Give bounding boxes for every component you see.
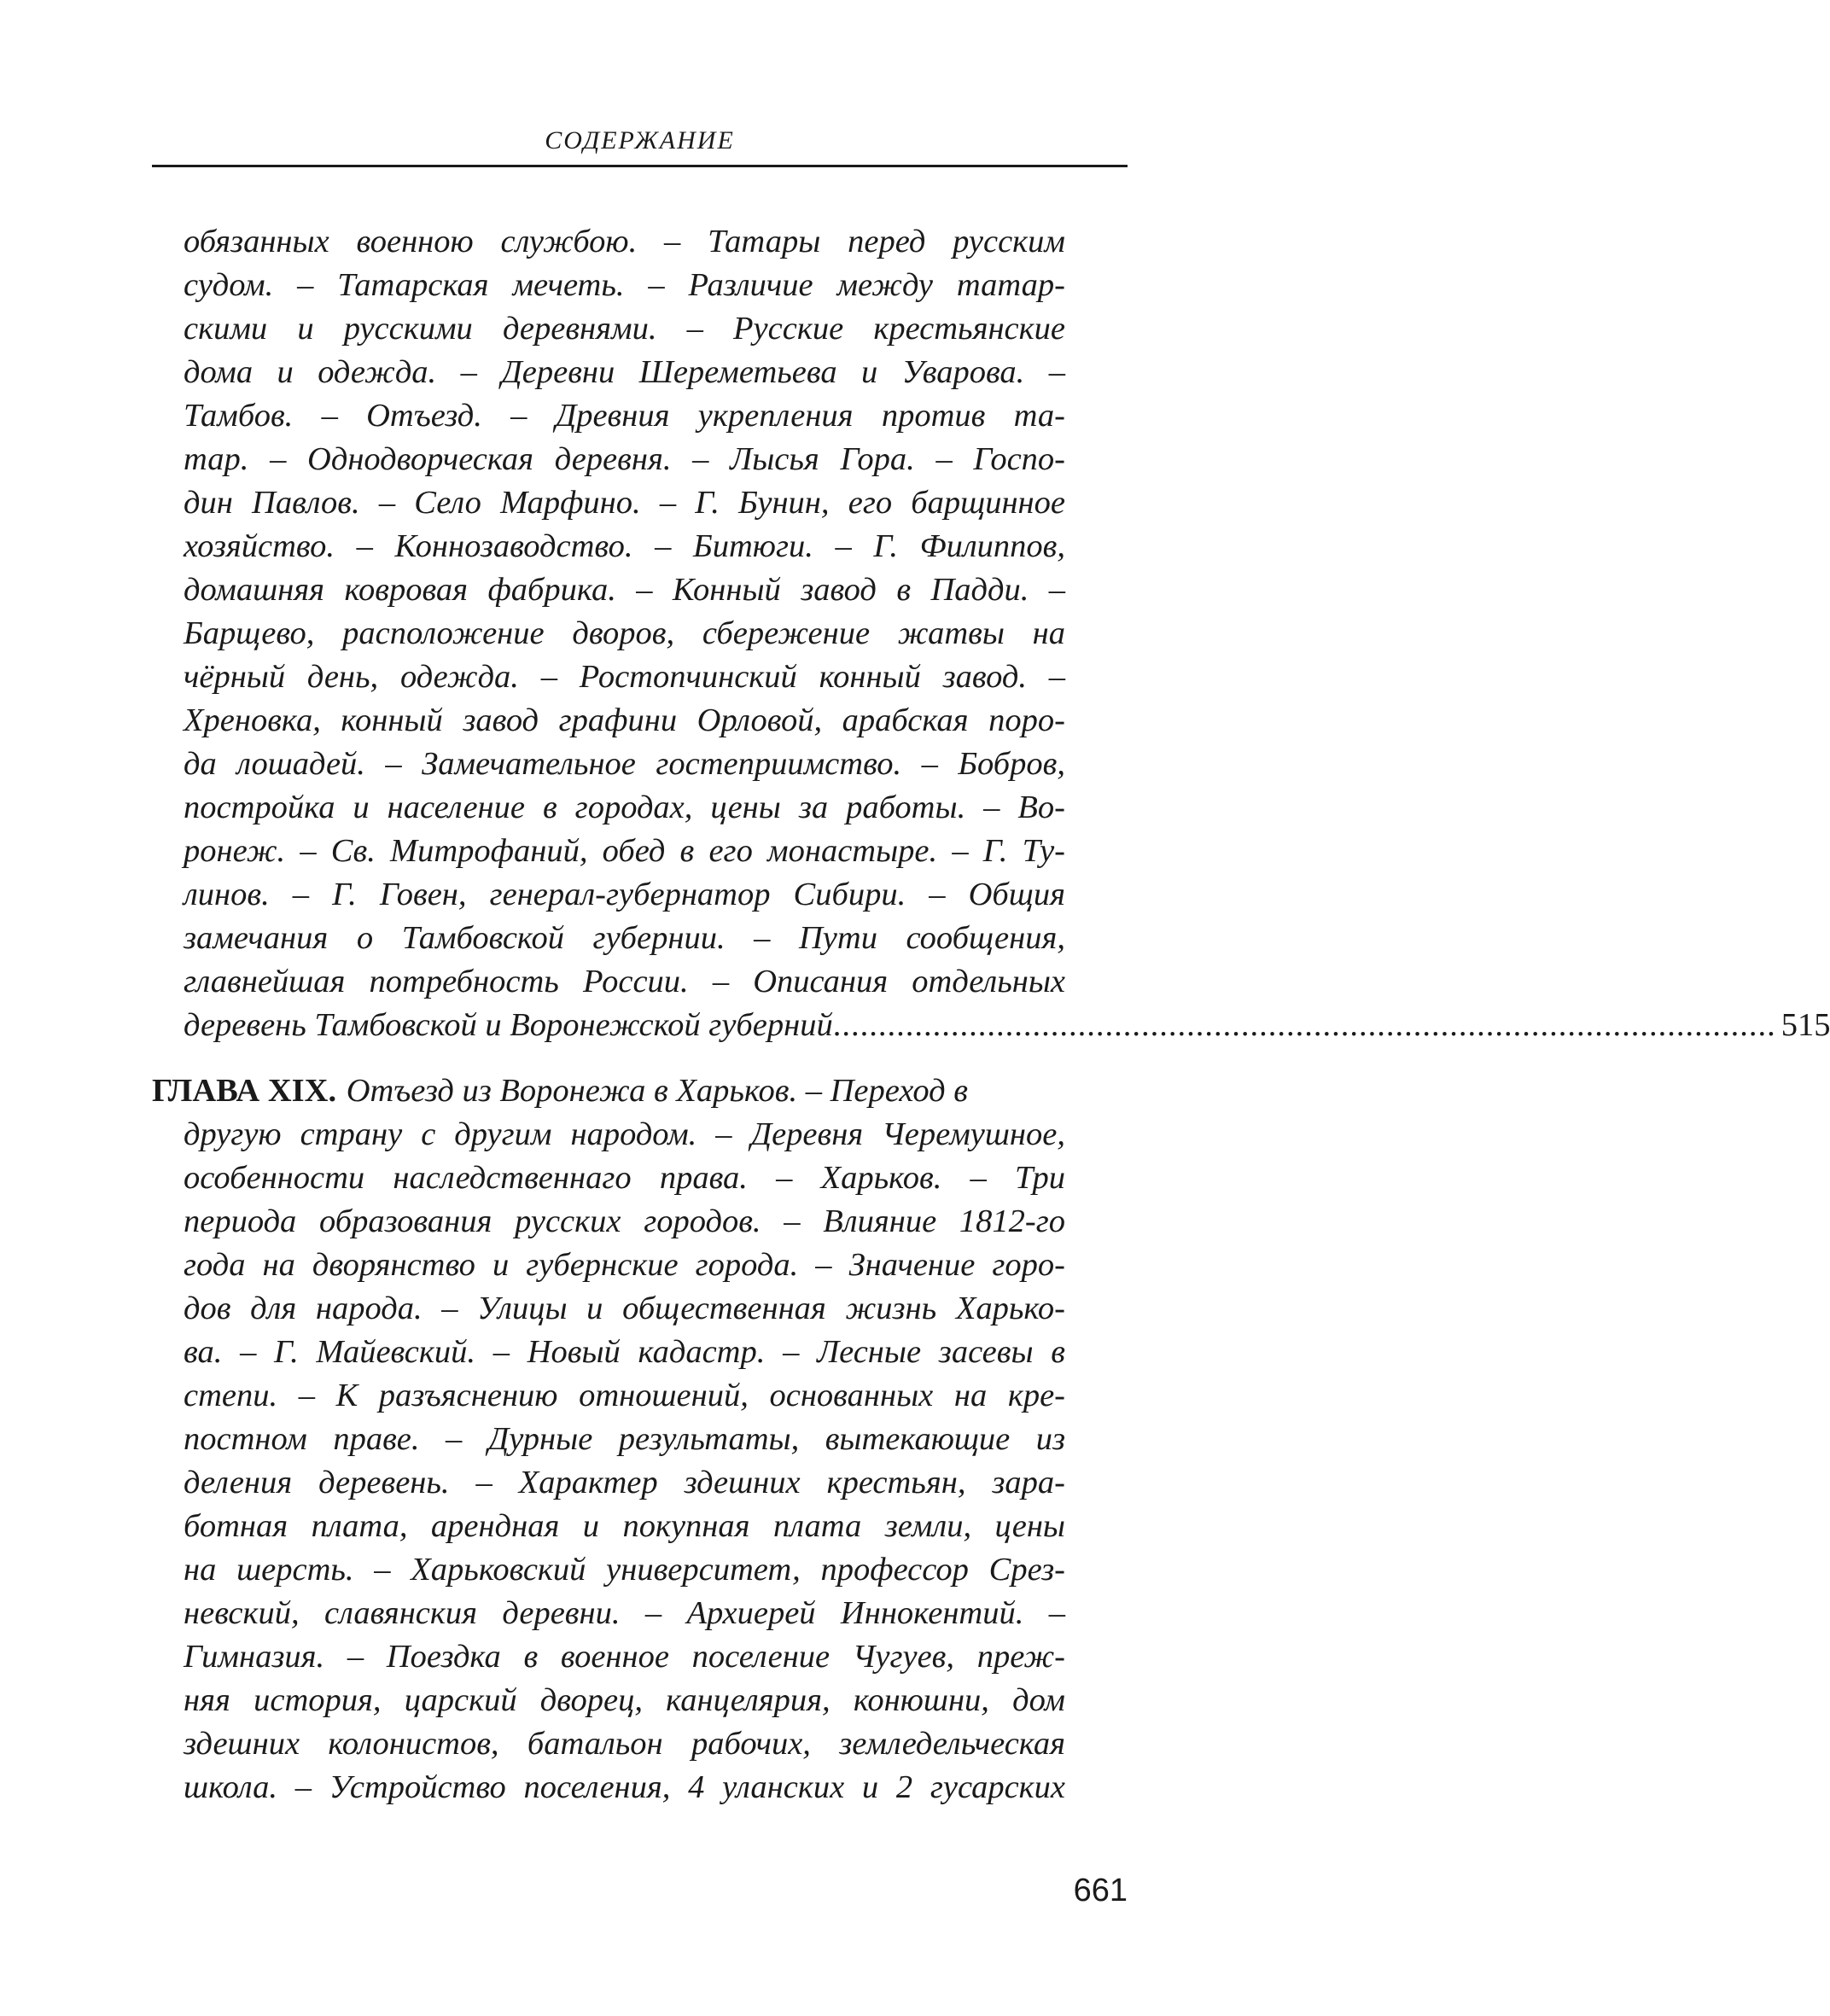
- toc-page-number: 515: [1780, 1007, 1830, 1043]
- toc-text-line: Гимназия. – Поездка в военное поселение Чугуев, преж-: [184, 1639, 1065, 1675]
- toc-text-line: здешних колонистов, батальон рабочих, земледельческая: [184, 1726, 1065, 1762]
- toc-text-line: дома и одежда. – Деревни Шереметьева и Уварова. –: [184, 354, 1065, 390]
- toc-text-line: на шерсть. – Харьковский университет, профессор Срез-: [184, 1552, 1065, 1588]
- toc-text-line: постройка и население в городах, цены за работы. – Во-: [184, 790, 1065, 825]
- toc-text-line: главнейшая потребность России. – Описания отдельных: [184, 964, 1065, 999]
- toc-text-line: дов для народа. – Улицы и общественная жизнь Харько-: [184, 1291, 1065, 1326]
- toc-text-line: чёрный день, одежда. – Ростопчинский конный завод. –: [184, 659, 1065, 695]
- toc-text-line: тар. – Однодворческая деревня. – Лысья Гора. – Госпо-: [184, 441, 1065, 477]
- toc-text-line: ва. – Г. Майевский. – Новый кадастр. – Лесные засевы в: [184, 1334, 1065, 1370]
- dot-leader: ........................................................................................................: [832, 1007, 1776, 1043]
- running-head: СОДЕРЖАНИЕ: [545, 126, 735, 154]
- toc-text-line: дин Павлов. – Село Марфино. – Г. Бунин, его барщинное: [184, 485, 1065, 521]
- toc-text-line: Тамбов. – Отъезд. – Древния укрепления против та-: [184, 398, 1065, 434]
- toc-text-line: степи. – К разъяснению отношений, основанных на кре-: [184, 1378, 1065, 1413]
- toc-text-line: линов. – Г. Говен, генерал-губернатор Сибири. – Общия: [184, 877, 1065, 912]
- toc-text-line: особенности наследственнаго права. – Харьков. – Три: [184, 1160, 1065, 1196]
- toc-text-line: деления деревень. – Характер здешних крестьян, зара-: [184, 1465, 1065, 1500]
- toc-text-line: другую страну с другим народом. – Деревня Черемушное,: [184, 1116, 1065, 1152]
- toc-text-line: домашняя ковровая фабрика. – Конный завод в Падди. –: [184, 572, 1065, 608]
- toc-text-line: замечания о Тамбовской губернии. – Пути сообщения,: [184, 920, 1065, 956]
- toc-text-line: судом. – Татарская мечеть. – Различие между татар-: [184, 267, 1065, 303]
- toc-text-line: скими и русскими деревнями. – Русские крестьянские: [184, 311, 1065, 347]
- page-number: 661: [1073, 1873, 1128, 1908]
- toc-text-line: Барщево, расположение дворов, сбережение жатвы на: [184, 615, 1065, 651]
- toc-text-line: няя история, царский дворец, канцелярия, конюшни, дом: [184, 1682, 1065, 1718]
- chapter-first-text: Отъезд из Воронежа в Харьков. – Переход в: [346, 1073, 968, 1109]
- toc-text-line: невский, славянския деревни. – Архиерей Иннокентий. –: [184, 1595, 1065, 1631]
- toc-text-line: хозяйство. – Коннозаводство. – Битюги. – Г. Филиппов,: [184, 528, 1065, 564]
- toc-text-line: да лошадей. – Замечательное гостеприимство. – Бобров,: [184, 746, 1065, 782]
- header-rule: [152, 165, 1128, 167]
- toc-leader-line: [184, 1004, 1830, 1046]
- toc-text-line: ботная плата, арендная и покупная плата земли, цены: [184, 1508, 1065, 1544]
- toc-chapter-heading-line: [152, 1069, 1065, 1112]
- chapter-label: ГЛАВА XIX.: [152, 1073, 337, 1109]
- toc-text-line: ронеж. – Св. Митрофаний, обед в его монастыре. – Г. Ту-: [184, 833, 1065, 869]
- toc-text-line: постном праве. – Дурные результаты, вытекающие из: [184, 1421, 1065, 1457]
- toc-text-line: обязанных военною службою. – Татары перед русским: [184, 224, 1065, 259]
- toc-text-line: школа. – Устройство поселения, 4 уланских и 2 гусарских: [184, 1769, 1065, 1805]
- toc-text-line: года на дворянство и губернские города. – Значение горо-: [184, 1247, 1065, 1283]
- toc-entry-last-text: деревень Тамбовской и Воронежской губерний: [184, 1007, 833, 1043]
- toc-text-line: Хреновка, конный завод графини Орловой, арабская поро-: [184, 702, 1065, 738]
- toc-text-line: периода образования русских городов. – Влияние 1812-го: [184, 1203, 1065, 1239]
